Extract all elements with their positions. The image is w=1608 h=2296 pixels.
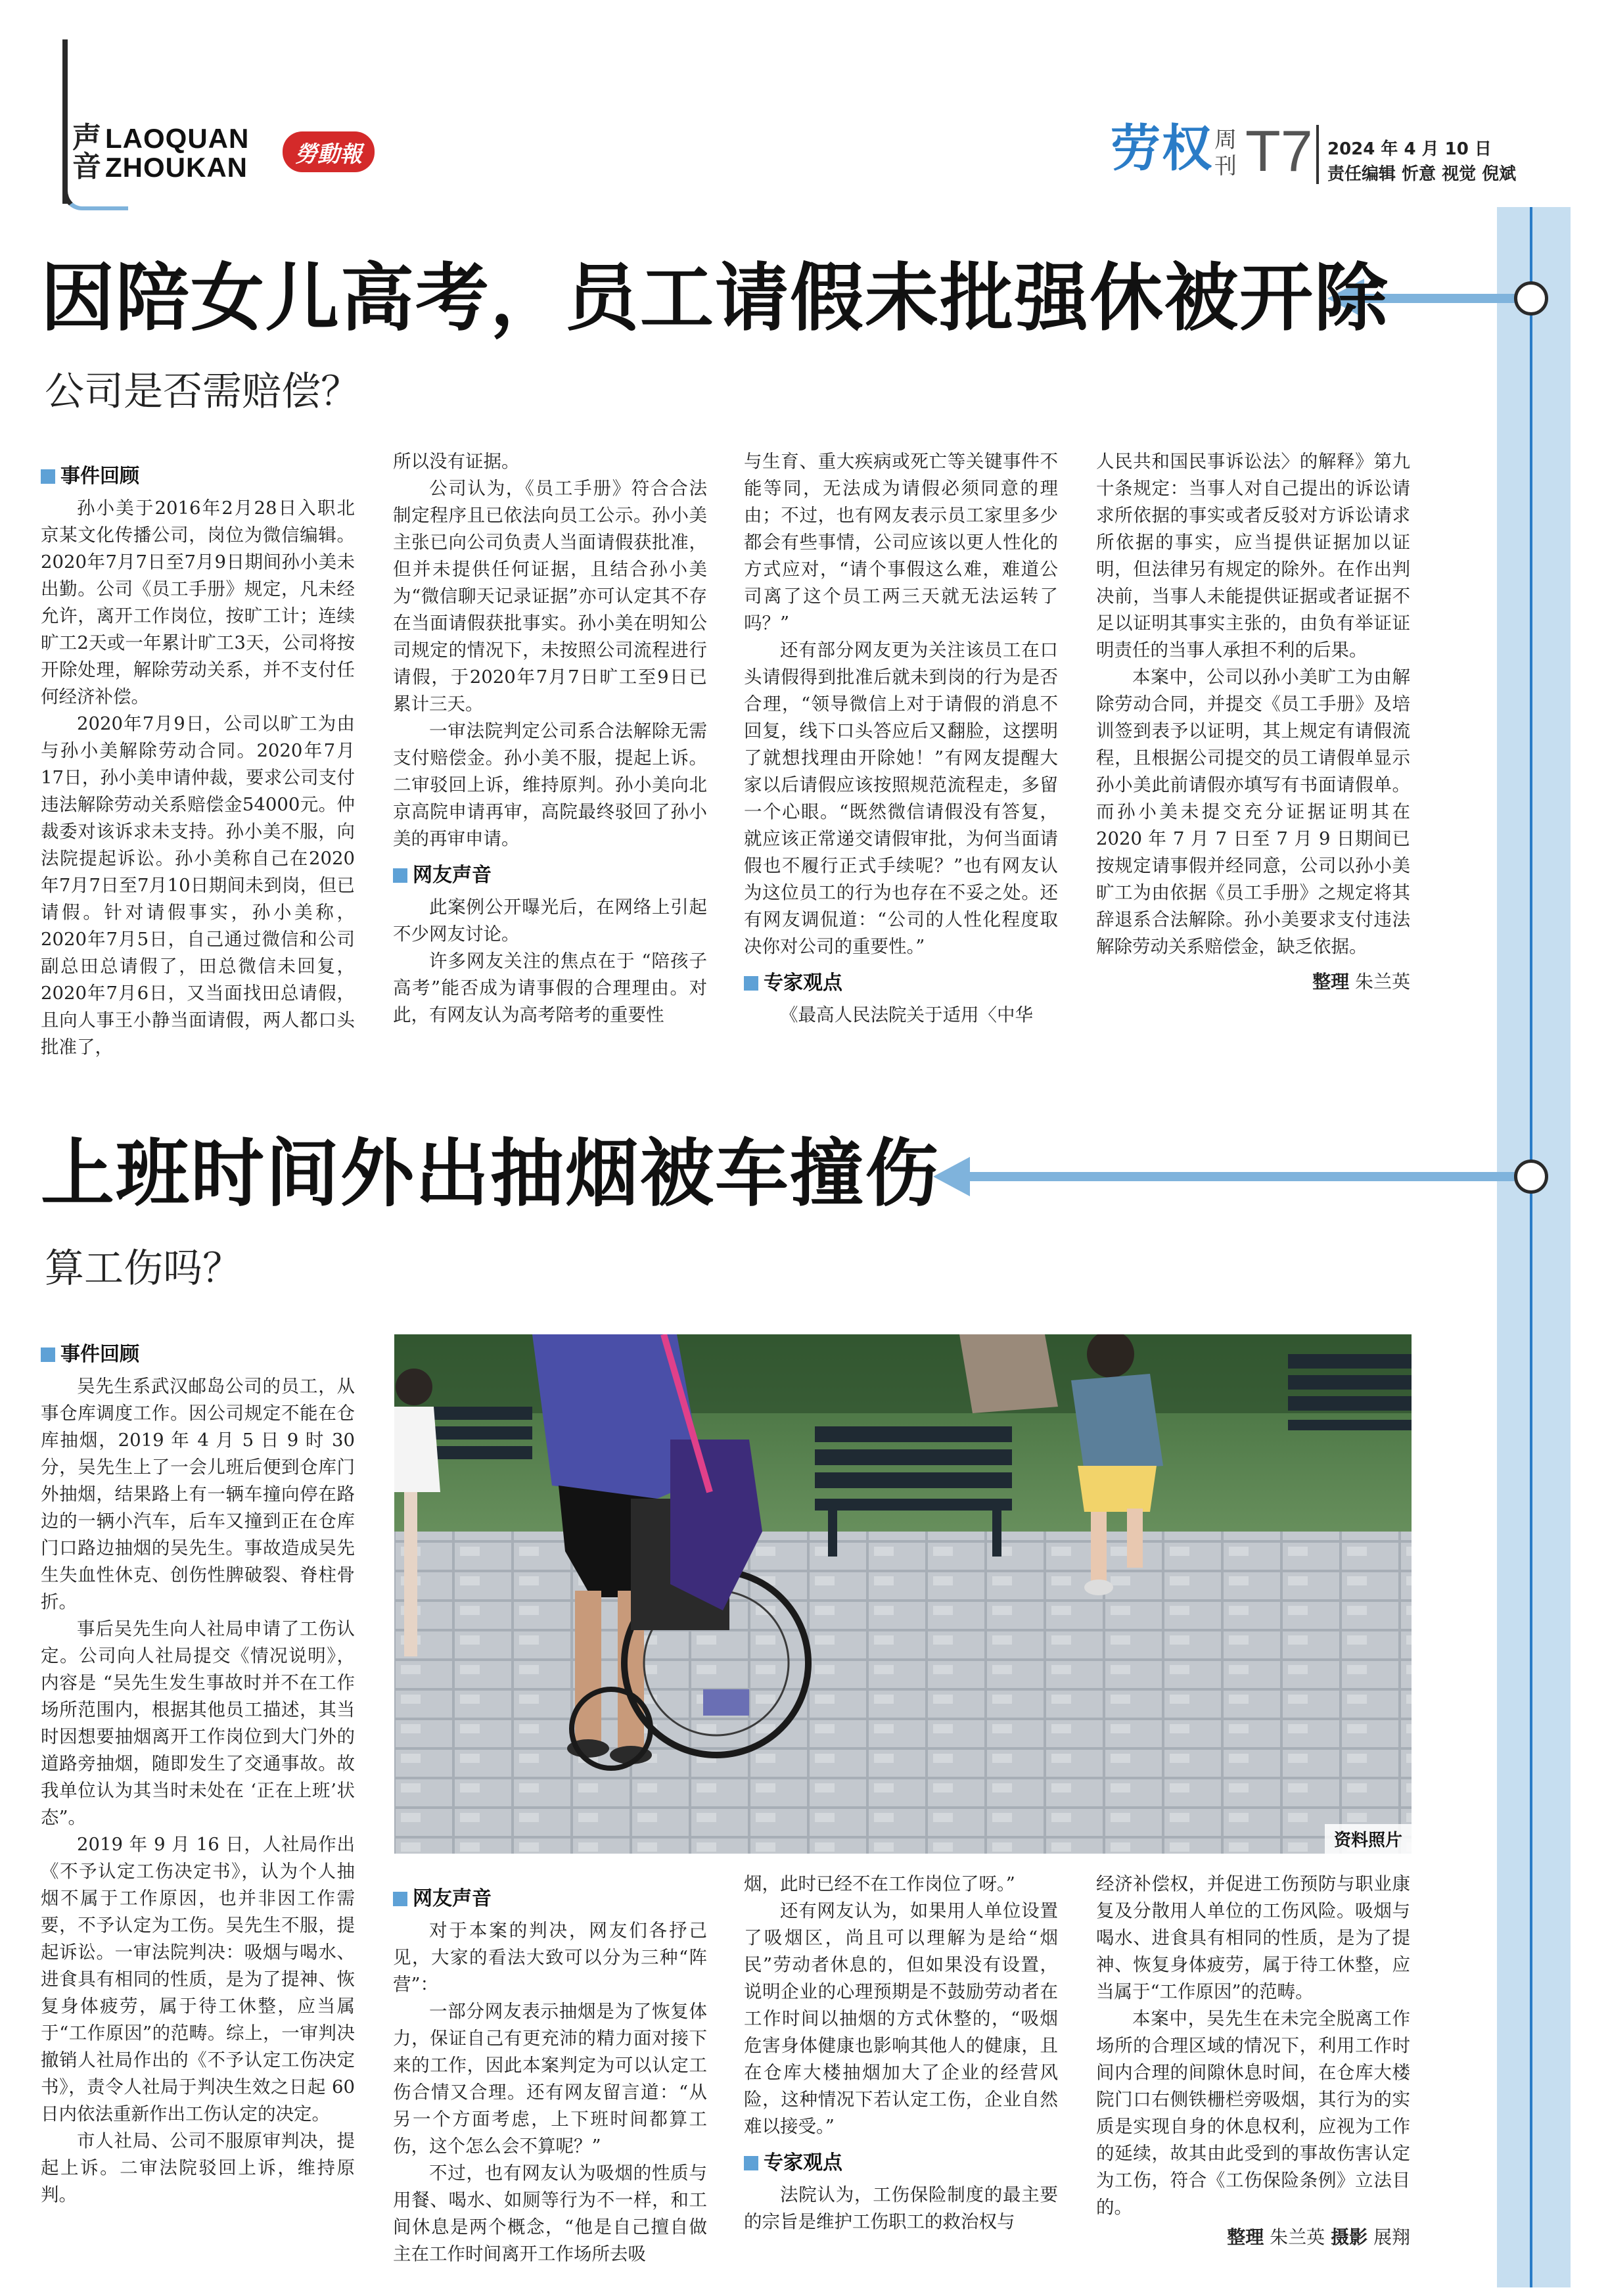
paragraph: 法院认为，工伤保险制度的最主要的宗旨是维护工伤职工的救治权与 — [744, 2184, 1058, 2232]
paragraph: 许多网友关注的焦点在于 “陪孩子高考”能否成为请事假的合理理由。对此，有网友认为高考陪考的重要性 — [393, 950, 707, 1025]
byline: 整理 朱兰英 摄影 展翔 — [1227, 2226, 1410, 2248]
paragraph: 本案中，公司以孙小美旷工为由解除劳动合同，并提交《员工手册》及培训签到表予以证明，其上规定有请假流程，且根据公司提交的员工请假单显示孙小美此前请假亦填写有书面请假单。而孙小美未提交充分证据证明其在 2020 年 7 月 7 日至 7 月 9 日期间已按规定请事假并经同意，公司以孙小美旷工为由依据《员工手册》之规定将其辞退系合法解除。孙小美要求支付违法解除劳动关系赔偿金，缺乏依据。 — [1096, 667, 1410, 957]
section-heading: 网友声音 — [393, 1885, 707, 1912]
paragraph: 2020年7月9日，公司以旷工为由与孙小美解除劳动合同。2020年7月17日，孙小美申请仲裁，要求公司支付违法解除劳动关系赔偿金54000元。仲裁委对该诉求未支持。孙小美不服，向法院提起诉讼。孙小美称自己在2020年7月7日至7月10日期间未到岗，但已请假。针对请假事实，孙小美称，2020年7月5日，自己通过微信和公司副总田总请假了，田总微信未回复，2020年7月6日，又当面找田总请假，且向人事王小静当面请假，两人都口头批准了， — [41, 713, 355, 1058]
page-number: T7 — [1245, 118, 1313, 183]
section-zhou: 周 — [1214, 127, 1237, 153]
square-bullet-icon — [41, 469, 55, 484]
paragraph: 不过，也有网友认为吸烟的性质与用餐、喝水、如厕等行为不一样，和工间休息是两个概念，“他是自己擅自做主在工作时间离开工作场所去吸 — [393, 2163, 707, 2264]
square-bullet-icon — [744, 2156, 758, 2170]
section-heading: 事件回顾 — [41, 1341, 355, 1368]
paragraph: 公司认为，《员工手册》符合合法制定程序且已依法向员工公示。孙小美主张已向公司负责人当面请假获批准，但并未提供任何证据，且结合孙小美为“微信聊天记录证据”亦可认定其不存在当面请假获批事实。孙小美在明知公司规定的情况下，未按照公司流程进行请假，于2020年7月7日旷工至9日已累计三天。 — [393, 478, 707, 715]
newspaper-logo: 勞動報 — [283, 131, 375, 172]
photo-caption: 资料照片 — [1325, 1824, 1412, 1854]
column-name-yin: 音 — [72, 150, 101, 183]
paragraph: 市人社局、公司不服原审判决，提起上诉。二审法院驳回上诉，维持原判。 — [41, 2130, 355, 2205]
editors-credit: 责任编辑 忻意 视觉 倪斌 — [1327, 164, 1517, 184]
paragraph: 对于本案的判决，网友们各抒己见，大家的看法大致可以分为三种“阵营”： — [393, 1920, 707, 1995]
square-bullet-icon — [744, 976, 758, 991]
article1-subhead: 公司是否需赔偿？ — [45, 369, 360, 415]
section-kan: 刊 — [1214, 153, 1237, 179]
column-name-sheng: 声 — [72, 121, 101, 154]
timeline-node — [1514, 1160, 1548, 1194]
square-bullet-icon — [41, 1347, 55, 1362]
section-heading: 事件回顾 — [41, 463, 355, 490]
wheelchair-park-photo — [394, 1334, 1412, 1854]
paragraph: 2019 年 9 月 16 日，人社局作出《不予认定工伤决定书》，认为个人抽烟不属于工作原因，也并非因工作需要，不予认定为工伤。吴先生不服，提起诉讼。一审法院判决：吸烟与喝水、进食具有相同的性质，是为了提神、恢复身体疲劳，属于待工休整，应当属于“工作原因”的范畴。综上，一审判决撤销人社局作出的《不予认定工伤决定书》，责令人社局于判决生效之日起 60 日内依法重新作出工伤认定的决定。 — [41, 1834, 355, 2124]
article1-col3 — [744, 448, 1058, 1029]
header-divider — [1316, 125, 1319, 184]
issue-date: 2024 年 4 月 10 日 — [1327, 139, 1492, 159]
paragraph: 人民共和国民事诉讼法〉的解释》第九十条规定：当事人对自己提出的诉讼请求所依据的事实或者反驳对方诉讼请求所依据的事实，应当提供证据加以证明，但法律另有规定的除外。在作出判决前，当事人未能提供证据或者证据不足以证明其事实主张的，由负有举证证明责任的当事人承担不利的后果。 — [1096, 451, 1410, 661]
article2-col4 — [1096, 1871, 1410, 2251]
paragraph: 孙小美于2016年2月28日入职北京某文化传播公司，岗位为微信编辑。2020年7月7日至7月9日期间孙小美未出勤。公司《员工手册》规定，凡未经允许，离开工作岗位，按旷工计；连续旷工2天或一年累计旷工3天，公司将按开除处理，解除劳动关系，并不支付任何经济补偿。 — [41, 498, 355, 707]
section-heading: 网友声音 — [393, 862, 707, 889]
right-rail-line — [1530, 207, 1532, 2287]
paragraph: 烟，此时已经不在工作岗位了呀。” — [744, 1873, 1015, 1894]
section-heading: 专家观点 — [744, 2149, 1058, 2176]
column-name-zhoukan: ZHOUKAN — [105, 152, 248, 183]
paragraph: 一审法院判定公司系合法解除无需支付赔偿金。孙小美不服，提起上诉。二审驳回上诉，维持原判。孙小美向北京高院申请再审，高院最终驳回了孙小美的再审申请。 — [393, 720, 707, 849]
byline: 整理 朱兰英 — [1312, 971, 1410, 993]
article2-subhead: 算工伤吗？ — [45, 1246, 242, 1292]
article1-headline: 因陪女儿高考，员工请假未批强休被开除 — [41, 255, 1389, 341]
square-bullet-icon — [393, 1892, 407, 1906]
paragraph: 一部分网友表示抽烟是为了恢复体力，保证自己有更充沛的精力面对接下来的工作，因此本案判定为可以认定工伤合情又合理。还有网友留言道：“从另一个方面考虑，上下班时间都算工伤，这个怎么会不算呢？” — [393, 2001, 707, 2157]
square-bullet-icon — [393, 868, 407, 883]
article1-col4 — [1096, 448, 1410, 995]
paragraph: 经济补偿权，并促进工伤预防与职业康复及分散用人单位的工伤风险。吸烟与喝水、进食具有相同的性质，是为了提神、恢复身体疲劳，属于待工休整，应当属于“工作原因”的范畴。 — [1096, 1873, 1410, 2002]
section-title: 劳权 — [1111, 119, 1213, 177]
paragraph: 还有网友认为，如果用人单位设置了吸烟区，尚且可以理解为是给“烟民”劳动者休息的，但如果没有设置，说明企业的心理预期是不鼓励劳动者在工作时间以抽烟的方式休整的，“吸烟危害身体健康也影响其他人的健康，且在仓库大楼抽烟加大了企业的经营风险，这种情况下若认定工伤，企业自然难以接受。” — [744, 1900, 1058, 2137]
paragraph: 此案例公开曝光后，在网络上引起不少网友讨论。 — [393, 897, 707, 945]
column-name-laoquan: LAOQUAN — [105, 123, 250, 154]
paragraph: 还有部分网友更为关注该员工在口头请假得到批准后就未到岗的行为是否合理，“领导微信上对于请假的消息不回复，线下口头答应后又翻脸，这摆明了就想找理由开除她！”有网友提醒大家以后请假应该按照规范流程走，多留一个心眼。“既然微信请假没有答复，就应该正常递交请假审批，为何当面请假也不履行正式手续呢？”也有网友认为这位员工的行为也存在不妥之处。还有网友调侃道：“公司的人性化程度取决你对公司的重要性。” — [744, 640, 1058, 957]
article1-col2 — [393, 448, 707, 1029]
article2-col1 — [41, 1341, 355, 2209]
paragraph: 吴先生系武汉邮岛公司的员工，从事仓库调度工作。因公司规定不能在仓库抽烟，2019 年 4 月 5 日 9 时 30 分，吴先生上了一会儿班后便到仓库门外抽烟，结果路上有一辆车撞向停在路边的一辆小汽车，后车又撞到正在仓库门口路边抽烟的吴先生。事故造成吴先生失血性休克、创伤性脾破裂、脊柱骨折。 — [41, 1376, 355, 1612]
right-rail — [1497, 207, 1571, 2287]
paragraph: 本案中，吴先生在未完全脱离工作场所的合理区域的情况下，利用工作时间内合理的间隙休息时间，在仓库大楼院门口右侧铁栅栏旁吸烟，其行为的实质是实现自身的休息权利，应视为工作的延续，故其由此受到的事故伤害认定为工伤，符合《工伤保险条例》立法目的。 — [1096, 2008, 1410, 2218]
article2-col2 — [393, 1885, 707, 2268]
section-heading: 专家观点 — [744, 970, 1058, 996]
paragraph: 事后吴先生向人社局申请了工伤认定。公司向人社局提交《情况说明》，内容是 “吴先生发生事故时并不在工作场所范围内，根据其他员工描述，其当时因想要抽烟离开工作岗位到大门外的道路旁抽烟，随即发生了交通事故。故我单位认为其当时未处在 ‘正在上班’状态”。 — [41, 1618, 355, 1828]
article2-col3 — [744, 1871, 1058, 2236]
arrow-bar — [966, 1172, 1525, 1181]
photo-illustration — [394, 1334, 1412, 1854]
paragraph: 所以没有证据。 — [393, 451, 520, 472]
paragraph: 与生育、重大疾病或死亡等关键事件不能等同，无法成为请假必须同意的理由；不过，也有网友表示员工家里多少都会有些事情，公司应该以更人性化的方式应对，“请个事假这么难，难道公司离了这个员工两三天就无法运转了吗？” — [744, 451, 1058, 634]
timeline-node — [1514, 281, 1548, 316]
article1-col1 — [41, 463, 355, 1061]
article2-headline: 上班时间外出抽烟被车撞伤 — [41, 1131, 940, 1217]
paragraph: 《最高人民法院关于适用〈中华 — [780, 1004, 1033, 1025]
